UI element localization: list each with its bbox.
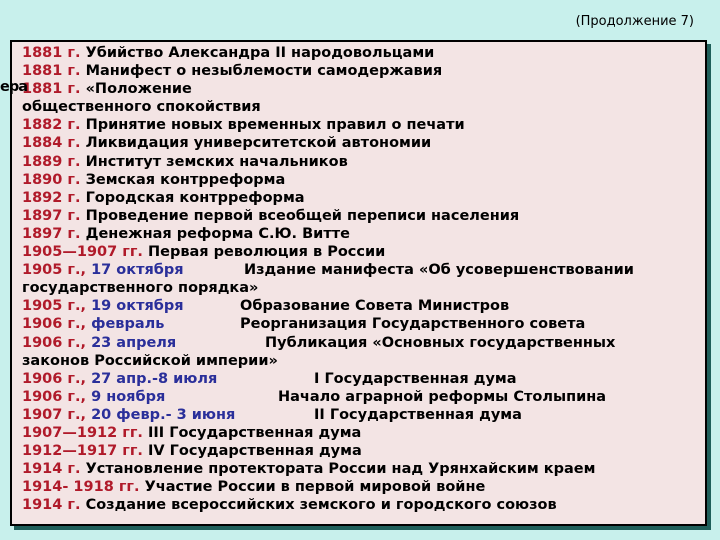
timeline-line: 1889 г. Институт земских начальников [22, 153, 348, 170]
timeline-line: 1905 г., 17 октября Издание манифеста «Об усовершенствовании [22, 262, 634, 279]
timeline-line: 1881 г. Манифест о незыблемости самодержавия [22, 63, 443, 80]
timeline-line: 1881 г. «Положение [22, 81, 192, 98]
overflow-text-fragment: ера [0, 79, 27, 95]
timeline-line: 1914- 1918 гг. Участие России в первой мировой войне [22, 479, 486, 496]
timeline-panel [10, 40, 707, 526]
timeline-line: 1914 г. Создание всероссийских земского и городского союзов [22, 497, 557, 514]
timeline-line: 1897 г. Денежная реформа С.Ю. Витте [22, 225, 350, 242]
timeline-line: 1914 г. Установление протектората России над Урянхайским краем [22, 461, 596, 478]
timeline-line: 1906 г., 9 ноября Начало аграрной реформы Столыпина [22, 388, 607, 405]
timeline-line: 1884 г. Ликвидация университетской автономии [22, 135, 432, 152]
timeline-line: 1890 г. Земская контрреформа [22, 171, 286, 188]
timeline-line: 1906 г., 27 апр.-8 июля I Государственная дума [22, 370, 517, 387]
timeline-line: 1907—1912 гг. III Государственная дума [22, 424, 362, 441]
timeline-line: законов Российской империи» [22, 352, 278, 369]
timeline-line: государственного порядка» [22, 280, 259, 297]
timeline-line: 1906 г., 23 апреля Публикация «Основных государственных [22, 334, 616, 351]
timeline-line: общественного спокойствия [22, 99, 261, 116]
timeline-list [22, 44, 693, 514]
timeline-line: 1881 г. Убийство Александра II народовольцами [22, 45, 435, 61]
timeline-line: 1906 г., февраль Реорганизация Государственного совета [22, 316, 586, 333]
timeline-line: 1905—1907 гг. Первая революция в России [22, 244, 386, 261]
timeline-line: 1912—1917 гг. IV Государственная дума [22, 443, 362, 460]
timeline-line: 1882 г. Принятие новых временных правил о печати [22, 117, 465, 134]
timeline-line: 1892 г. Городская контрреформа [22, 189, 305, 206]
timeline-line: 1905 г., 19 октября Образование Совета Министров [22, 298, 510, 315]
continuation-caption: (Продолжение 7) [575, 14, 694, 29]
timeline-line: 1907 г., 20 февр.- 3 июня II Государственная дума [22, 406, 522, 423]
timeline-line: 1897 г. Проведение первой всеобщей переписи населения [22, 207, 520, 224]
